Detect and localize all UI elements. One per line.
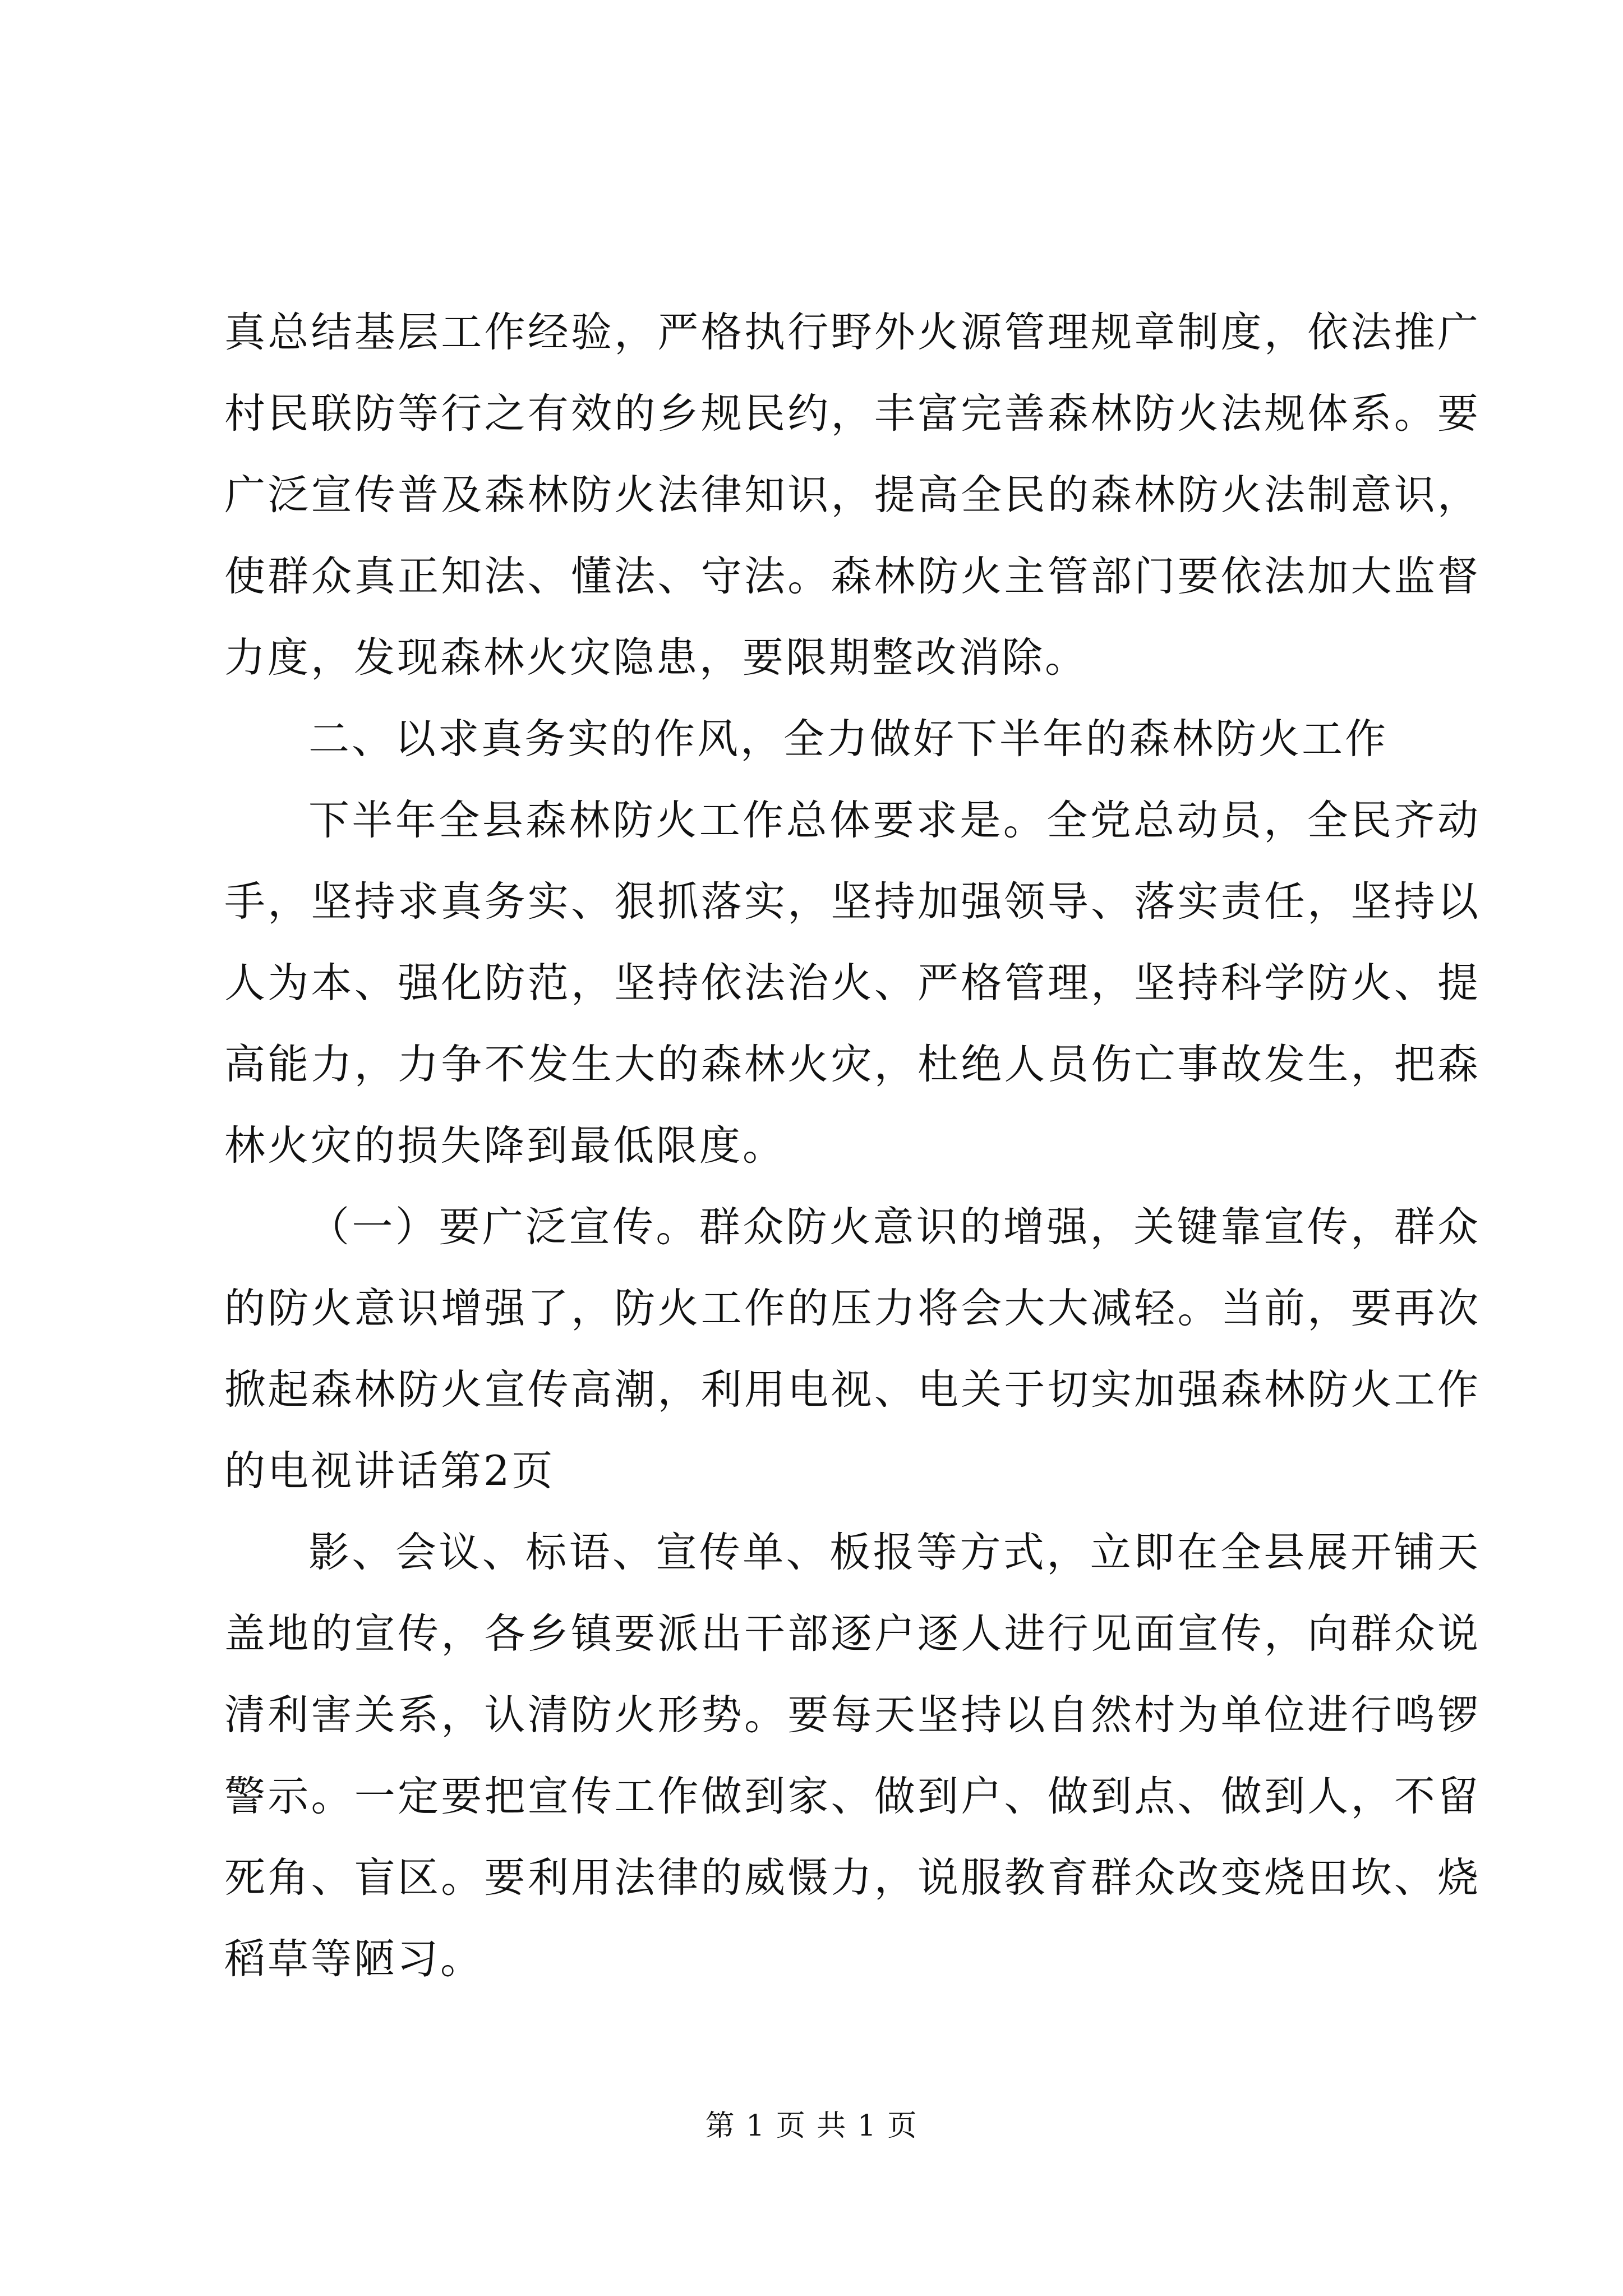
paragraph-3: 下半年全县森林防火工作总体要求是。全党总动员，全民齐动手，坚持求真务实、狠抓落实，坚持加强领导、落实责任，坚持以人为本、强化防范，坚持依法治火、严格管理，坚持科学防火、提高能力，力争不发生大的森林火灾，杜绝人员伤亡事故发生，把森林火灾的损失降到最低限度。 [224, 797, 1481, 1170]
paragraph-4: （一）要广泛宣传。群众防火意识的增强，关键靠宣传，群众的防火意识增强了，防火工作的压力将会大大减轻。当前，要再次掀起森林防火宣传高潮，利用电视、电关于切实加强森林防火工作的电视讲话第2页 [224, 1203, 1481, 1495]
page-footer: 第 1 页 共 1 页 [705, 2109, 918, 2143]
paragraph-5: 影、会议、标语、宣传单、板报等方式，立即在全县展开铺天盖地的宣传，各乡镇要派出干部逐户逐人进行见面宣传，向群众说清利害关系，认清防火形势。要每天坚持以自然村为单位进行鸣锣警示。一定要把宣传工作做到家、做到户、做到点、做到人，不留死角、盲区。要利用法律的威慑力，说服教育群众改变烧田坎、烧稻草等陋习。 [224, 1529, 1481, 1983]
document-body [224, 292, 1481, 2000]
section-heading-2: 二、以求真务实的作风，全力做好下半年的森林防火工作 [308, 715, 1388, 763]
paragraph-1: 真总结基层工作经验，严格执行野外火源管理规章制度，依法推广村民联防等行之有效的乡规民约，丰富完善森林防火法规体系。要广泛宣传普及森林防火法律知识，提高全民的森林防火法制意识，使群众真正知法、懂法、守法。森林防火主管部门要依法加大监督力度，发现森林火灾隐患，要限期整改消除。 [224, 309, 1481, 682]
